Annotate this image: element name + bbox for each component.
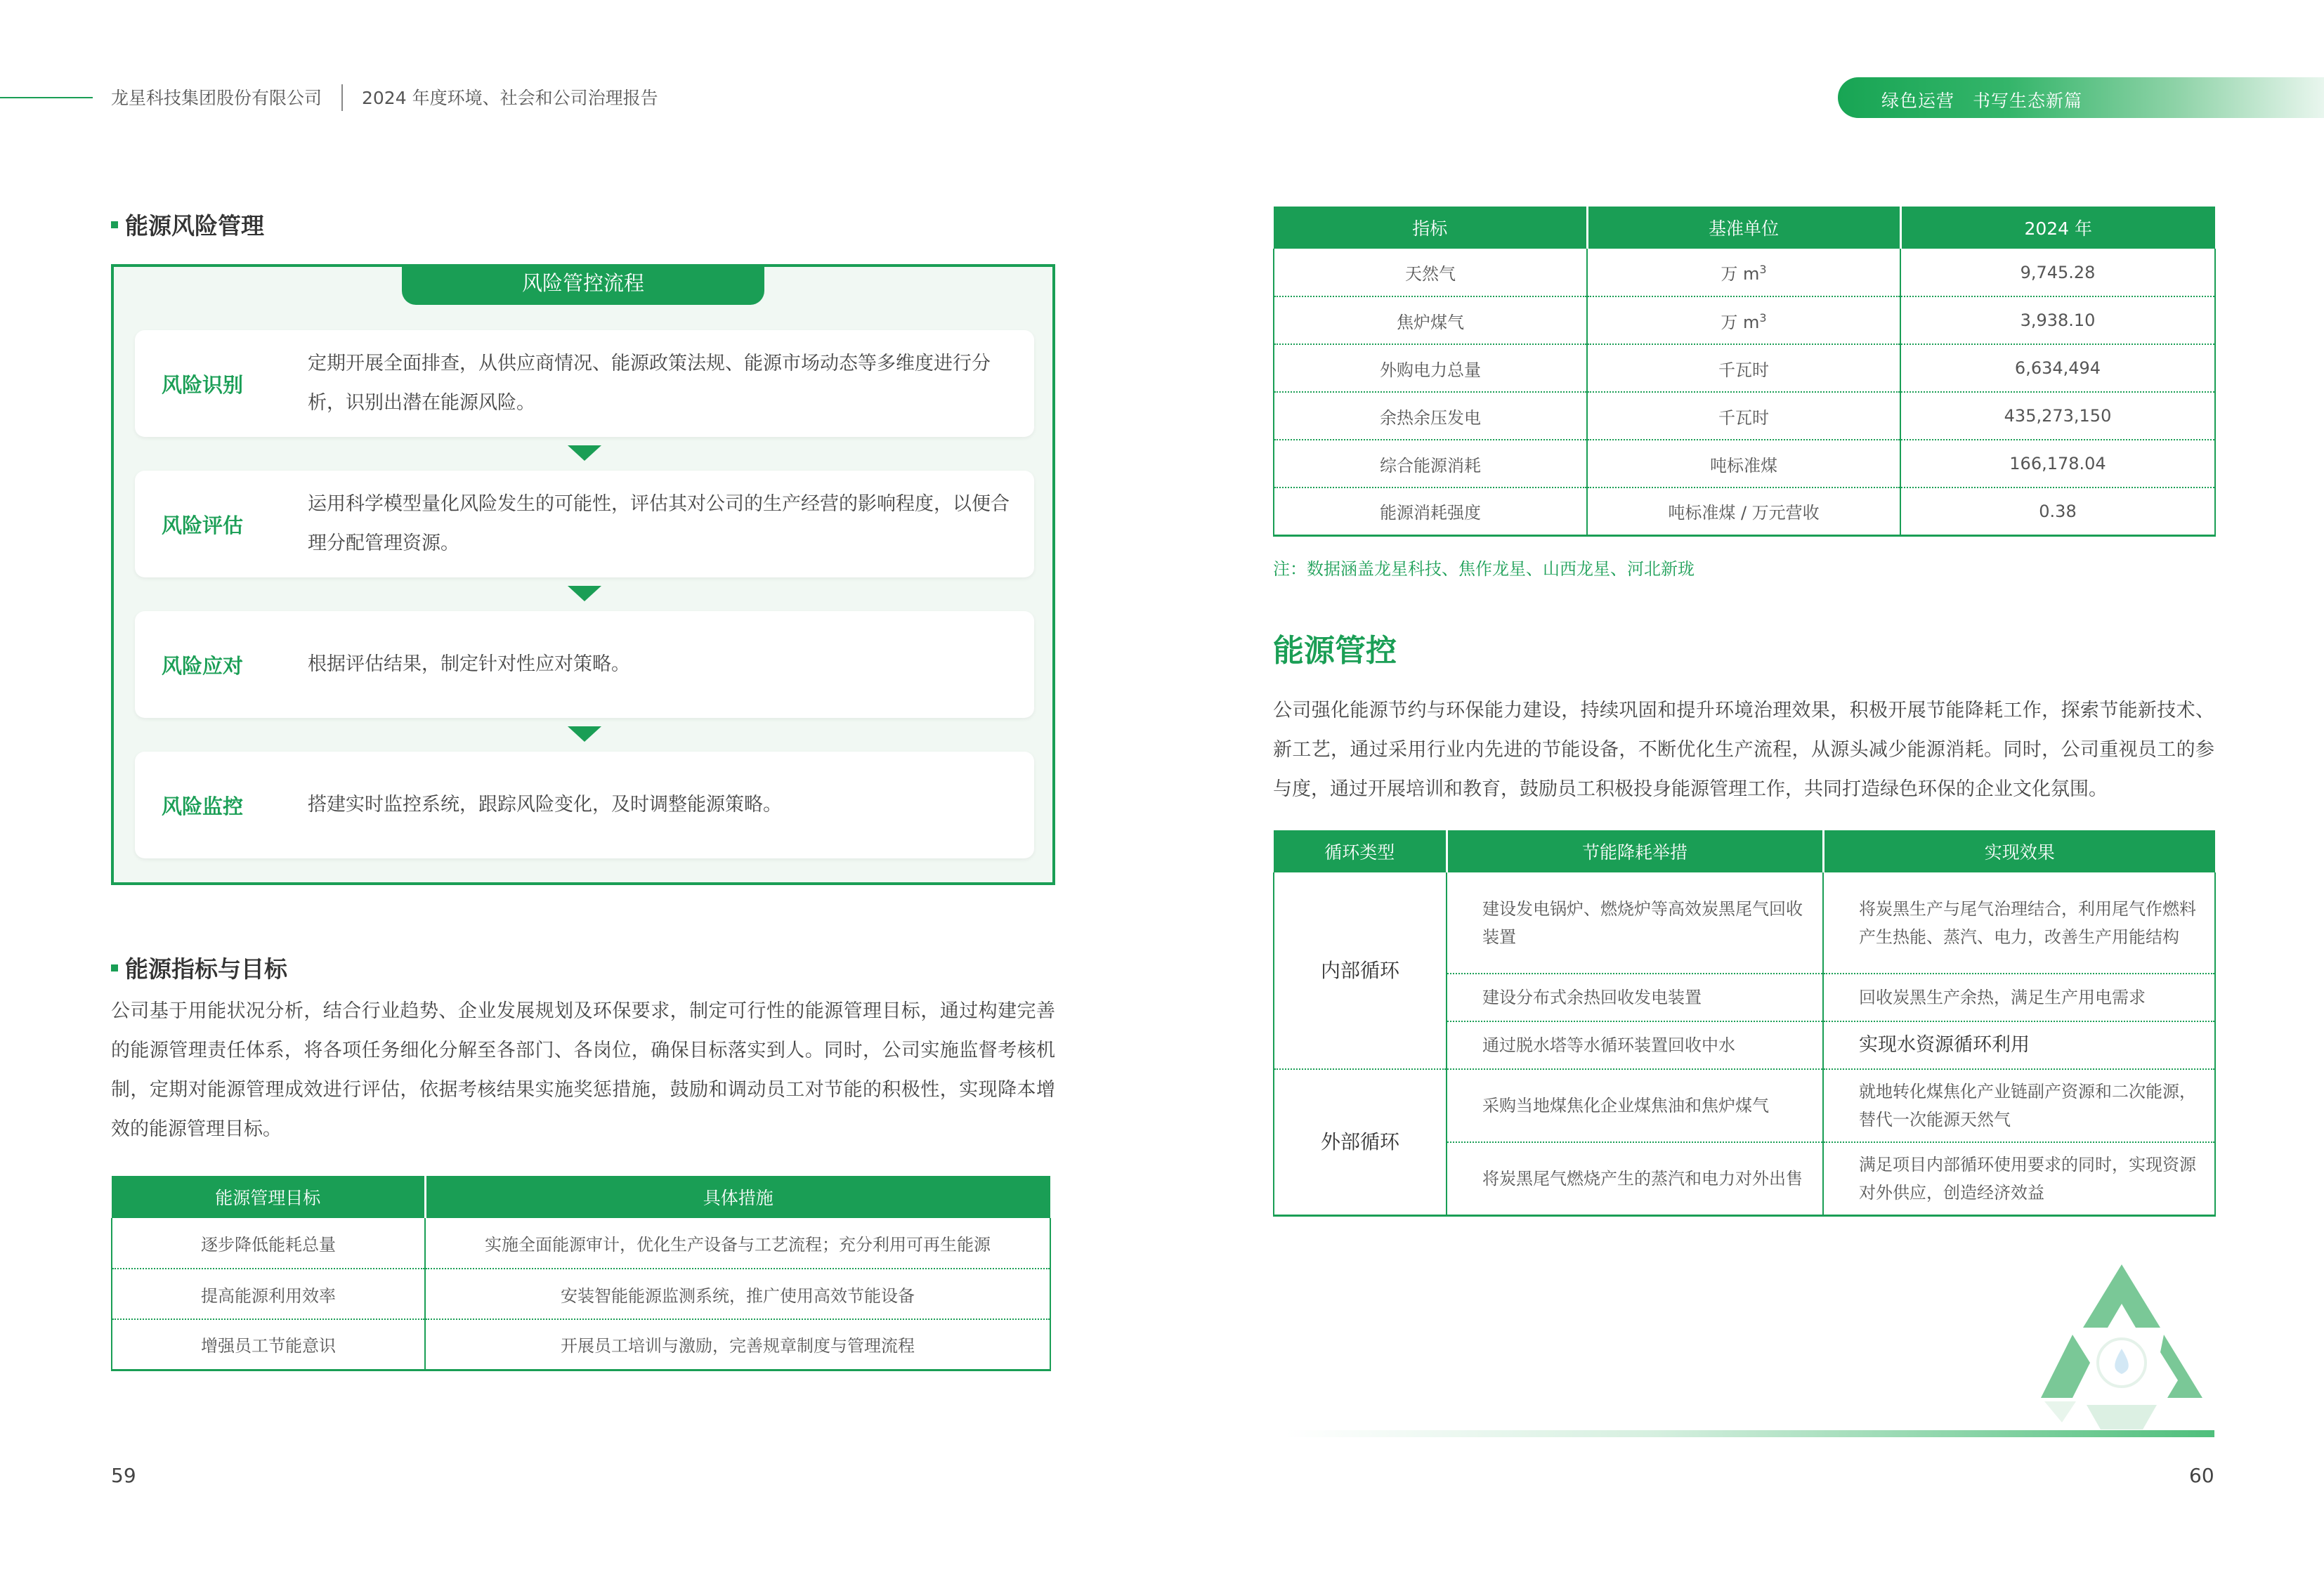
table-row	[1274, 296, 2215, 344]
table-cell: 余热余压发电	[1274, 392, 1587, 440]
col-header: 2024 年	[1900, 207, 2215, 249]
table-cell: 通过脱水塔等水循环装置回收中水	[1447, 1021, 1823, 1069]
table-cell: 将炭黑尾气燃烧产生的蒸汽和电力对外出售	[1447, 1142, 1823, 1215]
section-pill-label: 绿色运营 书写生态新篇	[1881, 91, 2083, 111]
flow-step-text: 定期开展全面排查，从供应商情况、能源政策法规、能源市场动态等多维度进行分析，识别出潜在能源风险。	[308, 353, 991, 414]
heading-bullet-icon	[111, 964, 118, 971]
cycle-table	[1273, 830, 2216, 1217]
table-cell: 6,634,494	[1900, 344, 2215, 392]
table-cell: 回收炭黑生产余热，满足生产用电需求	[1823, 974, 2215, 1021]
col-header: 循环类型	[1274, 830, 1447, 872]
table-cell: 综合能源消耗	[1274, 440, 1587, 488]
energy-table	[1273, 207, 2216, 537]
heading-bullet-icon	[111, 221, 118, 228]
table-cell: 开展员工培训与激励，完善规章制度与管理流程	[425, 1319, 1050, 1370]
flow-step-text: 搭建实时监控系统，跟踪风险变化，及时调整能源策略。	[308, 794, 782, 816]
table-cell: 就地转化煤焦化产业链副产资源和二次能源，替代一次能源天然气	[1823, 1069, 2215, 1142]
table-cell: 天然气	[1274, 249, 1587, 296]
table-row	[1274, 392, 2215, 440]
flow-step	[135, 471, 1034, 577]
col-header: 基准单位	[1587, 207, 1900, 249]
report-title: 2024 年度环境、社会和公司治理报告	[362, 88, 658, 108]
header-divider	[341, 84, 343, 111]
table-cell: 实现水资源循环利用	[1823, 1021, 2215, 1069]
table-row	[112, 1269, 1050, 1319]
table-cell: 吨标准煤 / 万元营收	[1587, 488, 1900, 535]
down-arrow-icon	[568, 726, 601, 742]
table-row	[112, 1319, 1050, 1370]
table-cell: 3,938.10	[1900, 296, 2215, 344]
table-cell: 435,273,150	[1900, 392, 2215, 440]
flow-step-text: 根据评估结果，制定针对性应对策略。	[308, 653, 630, 675]
target-section-heading	[111, 951, 287, 984]
col-header: 具体措施	[425, 1176, 1050, 1218]
col-header: 节能降耗举措	[1447, 830, 1823, 872]
control-paragraph: 公司强化能源节约与环保能力建设，持续巩固和提升环境治理效果，积极开展节能降耗工作，探索节能新技术、新工艺，通过采用行业内先进的节能设备，不断优化生产流程，从源头减少能源消耗。同时，公司重视员工的参与度，通过开展培训和教育，鼓励员工积极投身能源管理工作，共同打造绿色环保的企业文化氛围。	[1273, 700, 2214, 800]
flow-step-text: 运用科学模型量化风险发生的可能性，评估其对公司的生产经营的影响程度，以便合理分配管理资源。	[308, 493, 1010, 554]
col-header: 实现效果	[1823, 830, 2215, 872]
cycle-type-cell: 内部循环	[1274, 872, 1447, 1069]
table-cell: 提高能源利用效率	[112, 1269, 425, 1319]
down-arrow-icon	[568, 445, 601, 461]
flow-step-label: 风险评估	[162, 513, 244, 537]
flow-step-label: 风险识别	[162, 372, 244, 397]
target-table	[111, 1176, 1051, 1371]
target-paragraph: 公司基于用能状况分析，结合行业趋势、企业发展规划及环保要求，制定可行性的能源管理目标，通过构建完善的能源管理责任体系，将各项任务细化分解至各部门、各岗位，确保目标落实到人。同时，公司实施监督考核机制，定期对能源管理成效进行评估，依据考核结果实施奖惩措施，鼓励和调动员工对节能的积极性，实现降本增效的能源管理目标。	[111, 1000, 1055, 1140]
page-number-left: 59	[111, 1464, 136, 1487]
page-number-right: 60	[2189, 1464, 2214, 1487]
risk-flow-box	[111, 264, 1055, 885]
unit-superscript: 3	[1759, 263, 1767, 276]
flow-title: 风险管控流程	[402, 264, 764, 305]
table-cell: 0.38	[1900, 488, 2215, 535]
unit-superscript: 3	[1759, 310, 1767, 325]
risk-section-title: 能源风险管理	[125, 212, 264, 240]
flow-step	[135, 611, 1034, 718]
cycle-type-cell: 外部循环	[1274, 1069, 1447, 1215]
table-header-row	[1274, 830, 2215, 872]
col-header: 能源管理目标	[112, 1176, 425, 1218]
table-cell: 采购当地煤焦化企业煤焦油和焦炉煤气	[1447, 1069, 1823, 1142]
flow-step	[135, 752, 1034, 858]
table-cell: 满足项目内部循环使用要求的同时，实现资源对外供应，创造经济效益	[1823, 1142, 2215, 1215]
table-cell: 逐步降低能耗总量	[112, 1218, 425, 1269]
table-cell: 将炭黑生产与尾气治理结合，利用尾气作燃料产生热能、蒸汽、电力，改善生产用能结构	[1823, 872, 2215, 974]
table-cell: 外购电力总量	[1274, 344, 1587, 392]
table-header-row	[1274, 207, 2215, 249]
recycle-icon	[2023, 1257, 2220, 1440]
down-arrow-icon	[568, 586, 601, 601]
energy-table-note: 注：数据涵盖龙星科技、焦作龙星、山西龙星、河北新珑	[1273, 559, 1695, 579]
table-row	[1274, 872, 2215, 974]
table-cell	[1587, 249, 1900, 296]
target-section-title: 能源指标与目标	[125, 955, 287, 983]
control-section-title: 能源管控	[1273, 633, 1397, 669]
section-pill	[1838, 77, 2324, 118]
table-row	[1274, 488, 2215, 535]
table-row	[1274, 440, 2215, 488]
flow-step-label: 风险应对	[162, 653, 244, 678]
table-cell: 9,745.28	[1900, 249, 2215, 296]
table-row	[1274, 344, 2215, 392]
flow-step	[135, 330, 1034, 437]
company-name: 龙星科技集团股份有限公司	[111, 88, 322, 108]
table-cell: 千瓦时	[1587, 344, 1900, 392]
table-cell: 建设发电锅炉、燃烧炉等高效炭黑尾气回收装置	[1447, 872, 1823, 974]
table-cell: 能源消耗强度	[1274, 488, 1587, 535]
table-row	[112, 1218, 1050, 1269]
table-row	[1274, 1069, 2215, 1142]
table-cell	[1587, 296, 1900, 344]
unit-text: 万 m	[1721, 264, 1760, 284]
table-cell: 焦炉煤气	[1274, 296, 1587, 344]
table-cell: 千瓦时	[1587, 392, 1900, 440]
col-header: 指标	[1274, 207, 1587, 249]
flow-step-label: 风险监控	[162, 794, 244, 818]
table-cell: 增强员工节能意识	[112, 1319, 425, 1370]
unit-text: 万 m	[1721, 312, 1760, 332]
bottom-decor-bar	[1286, 1430, 2214, 1437]
table-cell: 安装智能能源监测系统，推广使用高效节能设备	[425, 1269, 1050, 1319]
header-rule	[0, 97, 93, 98]
table-cell: 吨标准煤	[1587, 440, 1900, 488]
risk-section-heading	[111, 208, 264, 241]
table-header-row	[112, 1176, 1050, 1218]
table-row	[1274, 249, 2215, 296]
table-cell: 实施全面能源审计，优化生产设备与工艺流程；充分利用可再生能源	[425, 1218, 1050, 1269]
table-cell: 166,178.04	[1900, 440, 2215, 488]
table-cell: 建设分布式余热回收发电装置	[1447, 974, 1823, 1021]
